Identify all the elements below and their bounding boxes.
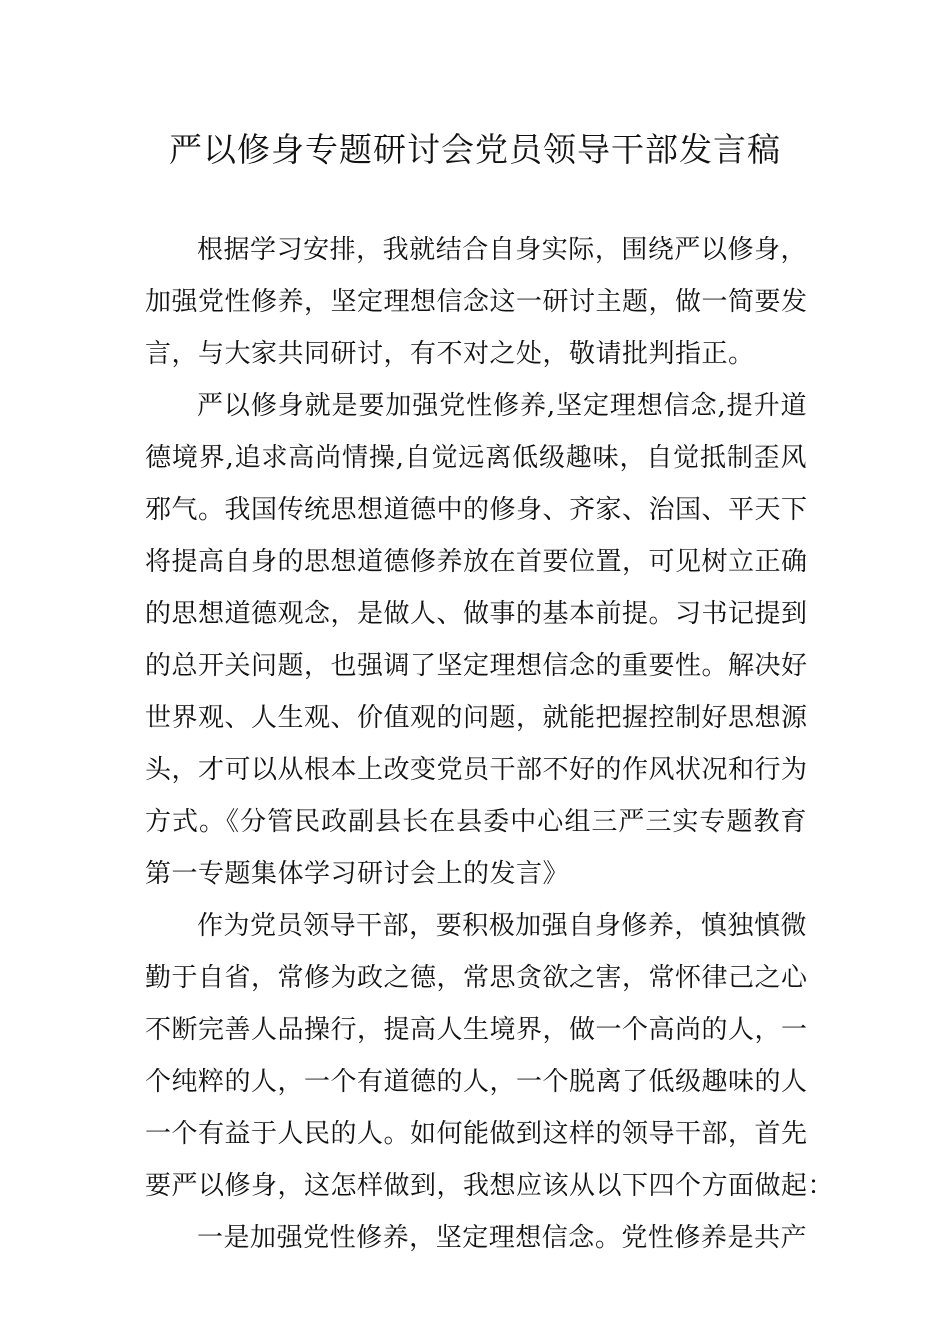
text-line: 的总开关问题，也强调了坚定理想信念的重要性。解决好 (145, 651, 808, 681)
text-line: 世界观、人生观、价值观的问题，就能把握控制好思想源 (145, 703, 808, 733)
text-line: 方式。《分管民政副县长在县委中心组三严三实专题教育 (145, 807, 807, 837)
paragraph (145, 224, 807, 380)
text-line: 根据学习安排，我就结合自身实际，围绕严以修身， (197, 235, 807, 265)
text-line: 言，与大家共同研讨，有不对之处，敬请批判指正。 (145, 339, 755, 369)
paragraph (145, 900, 835, 1212)
paragraph (145, 1212, 807, 1264)
text-line: 第一专题集体学习研讨会上的发言》 (145, 859, 570, 889)
text-line: 的思想道德观念，是做人、做事的基本前提。习书记提到 (145, 599, 808, 629)
text-line: 不断完善人品操行，提高人生境界，做一个高尚的人，一 (145, 1015, 808, 1045)
document-title: 严以修身专题研讨会党员领导干部发言稿 (169, 130, 781, 169)
text-line: 一是加强党性修养，坚定理想信念。党性修养是共产 (197, 1223, 807, 1253)
text-line: 加强党性修养，坚定理想信念这一研讨主题，做一简要发 (145, 287, 808, 317)
text-line: 邪气。我国传统思想道德中的修身、齐家、治国、平天下 (145, 495, 808, 525)
text-line: 个纯粹的人，一个有道德的人，一个脱离了低级趣味的人 (145, 1067, 808, 1097)
text-line: 勤于自省，常修为政之德，常思贪欲之害，常怀律己之心 (145, 963, 808, 993)
text-line: 将提高自身的思想道德修养放在首要位置，可见树立正确 (145, 547, 808, 577)
text-line: 一个有益于人民的人。如何能做到这样的领导干部，首先 (145, 1119, 808, 1149)
text-line: 严以修身就是要加强党性修养,坚定理想信念,提升道 (197, 391, 807, 421)
text-line: 头，才可以从根本上改变党员干部不好的作风状况和行为 (145, 755, 808, 785)
text-line: 作为党员领导干部，要积极加强自身修养，慎独慎微 (197, 911, 807, 941)
text-line: 要严以修身，这怎样做到，我想应该从以下四个方面做起： (145, 1171, 835, 1201)
text-line: 德境界,追求高尚情操,自觉远离低级趣味，自觉抵制歪风 (145, 443, 807, 473)
document-body (145, 224, 835, 1264)
paragraph (145, 380, 807, 900)
